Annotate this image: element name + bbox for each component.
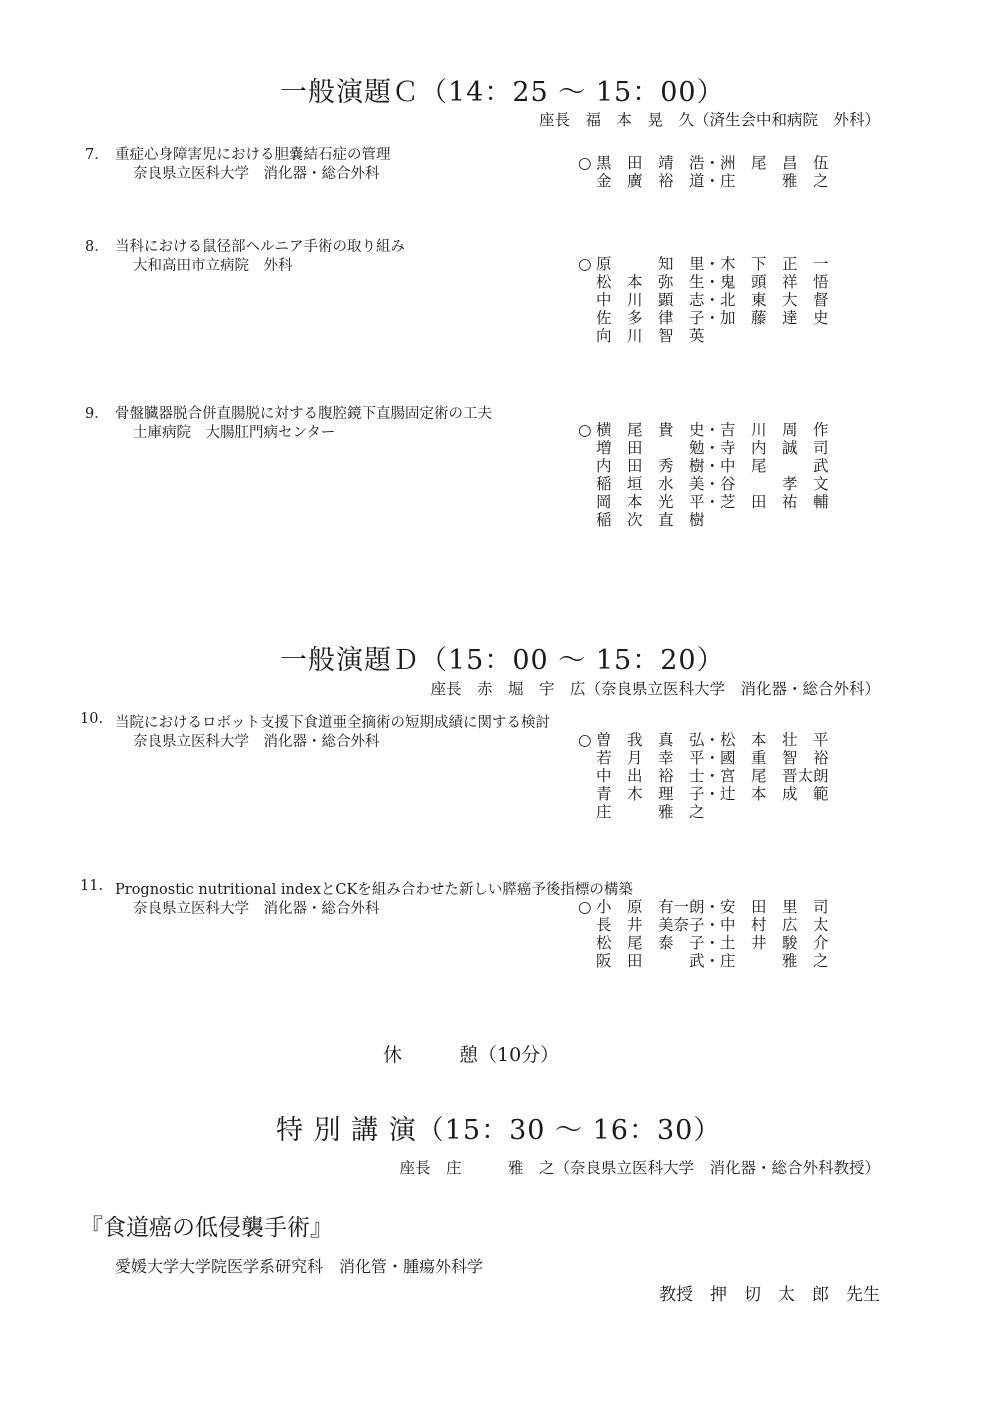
author-line: 阪 田 武・庄 雅 之 bbox=[596, 952, 829, 970]
abstract-affiliation: 奈良県立医科大学 消化器・総合外科 bbox=[133, 901, 380, 917]
author-line: 横 尾 貴 史・吉 川 周 作 bbox=[596, 421, 829, 439]
author-line: 若 月 幸 平・國 重 智 裕 bbox=[596, 749, 829, 767]
abstract-number: 10. bbox=[80, 711, 104, 727]
session-c-chair: 座長 福 本 晃 久（済生会中和病院 外科） bbox=[538, 111, 880, 129]
author-line: 稲 垣 水 美・谷 孝 文 bbox=[596, 475, 829, 493]
author-list bbox=[578, 154, 868, 190]
abstract-number: 9． bbox=[85, 406, 109, 422]
author-line: 長 井 美奈子・中 村 広 太 bbox=[596, 916, 829, 934]
abstract-affiliation: 土庫病院 大腸肛門病センター bbox=[133, 425, 336, 441]
abstract-number: 7． bbox=[85, 147, 109, 163]
author-line: 松 本 弥 生・鬼 頭 祥 悟 bbox=[596, 273, 829, 291]
break-label: 休 憩（10分） bbox=[383, 1044, 560, 1066]
author-line: 中 川 顕 志・北 東 大 督 bbox=[596, 291, 829, 309]
author-line: 向 川 智 英 bbox=[596, 327, 705, 345]
abstract-affiliation: 奈良県立医科大学 消化器・総合外科 bbox=[133, 734, 380, 750]
lecture-title: 『食道癌の低侵襲手術』 bbox=[80, 1215, 333, 1241]
author-line: 中 出 裕 士・宮 尾 晋太朗 bbox=[596, 767, 829, 785]
speaker-affiliation: 愛媛大学大学院医学系研究科 消化管・腫瘍外科学 bbox=[115, 1257, 484, 1276]
abstract-title: 当院におけるロボット支援下食道亜全摘術の短期成績に関する検討 bbox=[115, 715, 550, 731]
session-d-title: 一般演題Ｄ（15：00 〜 15：20） bbox=[280, 645, 725, 676]
session-c-title: 一般演題Ｃ（14：25 〜 15：00） bbox=[280, 77, 725, 108]
author-line: 小 原 有一朗・安 田 里 司 bbox=[596, 898, 829, 916]
abstract-number: 11. bbox=[80, 878, 104, 894]
abstract-title: 骨盤臓器脱合併直腸脱に対する腹腔鏡下直腸固定術の工夫 bbox=[115, 406, 492, 422]
author-list bbox=[578, 731, 868, 821]
presenter-mark: ○ bbox=[578, 898, 592, 916]
author-line: 金 廣 裕 道・庄 雅 之 bbox=[596, 172, 829, 190]
session-d-chair: 座長 赤 堀 宇 広（奈良県立医科大学 消化器・総合外科） bbox=[430, 680, 880, 698]
presenter-mark: ○ bbox=[578, 255, 592, 273]
author-line: 庄 雅 之 bbox=[596, 803, 705, 821]
presenter-mark: ○ bbox=[578, 154, 592, 172]
abstract-title: Prognostic nutritional indexとCKを組み合わせた新しい膵癌予後指標の構築 bbox=[115, 882, 633, 898]
special-lecture-title: 特 別 講 演（15：30 〜 16：30） bbox=[276, 1115, 722, 1146]
author-line: 稲 次 直 樹 bbox=[596, 511, 705, 529]
author-line: 岡 本 光 平・芝 田 祐 輔 bbox=[596, 493, 829, 511]
author-line: 増 田 勉・寺 内 誠 司 bbox=[596, 439, 829, 457]
author-line: 原 知 里・木 下 正 一 bbox=[596, 255, 829, 273]
abstract-number: 8． bbox=[85, 239, 109, 255]
author-list bbox=[578, 898, 868, 970]
author-list bbox=[578, 255, 868, 345]
author-line: 青 木 理 子・辻 本 成 範 bbox=[596, 785, 829, 803]
author-line: 佐 多 律 子・加 藤 達 史 bbox=[596, 309, 829, 327]
special-lecture-chair: 座長 庄 雅 之（奈良県立医科大学 消化器・総合外科教授） bbox=[399, 1159, 880, 1177]
abstract-affiliation: 大和高田市立病院 外科 bbox=[133, 258, 293, 274]
author-line: 内 田 秀 樹・中 尾 武 bbox=[596, 457, 829, 475]
presenter-mark: ○ bbox=[578, 731, 592, 749]
author-line: 黒 田 靖 浩・洲 尾 昌 伍 bbox=[596, 154, 829, 172]
author-line: 曽 我 真 弘・松 本 壮 平 bbox=[596, 731, 829, 749]
abstract-title: 当科における鼠径部ヘルニア手術の取り組み bbox=[115, 239, 405, 255]
speaker-name: 教授 押 切 太 郎 先生 bbox=[659, 1285, 880, 1305]
author-line: 松 尾 泰 子・土 井 駿 介 bbox=[596, 934, 829, 952]
presenter-mark: ○ bbox=[578, 421, 592, 439]
abstract-affiliation: 奈良県立医科大学 消化器・総合外科 bbox=[133, 166, 380, 182]
abstract-title: 重症心身障害児における胆嚢結石症の管理 bbox=[115, 147, 391, 163]
author-list bbox=[578, 421, 868, 529]
